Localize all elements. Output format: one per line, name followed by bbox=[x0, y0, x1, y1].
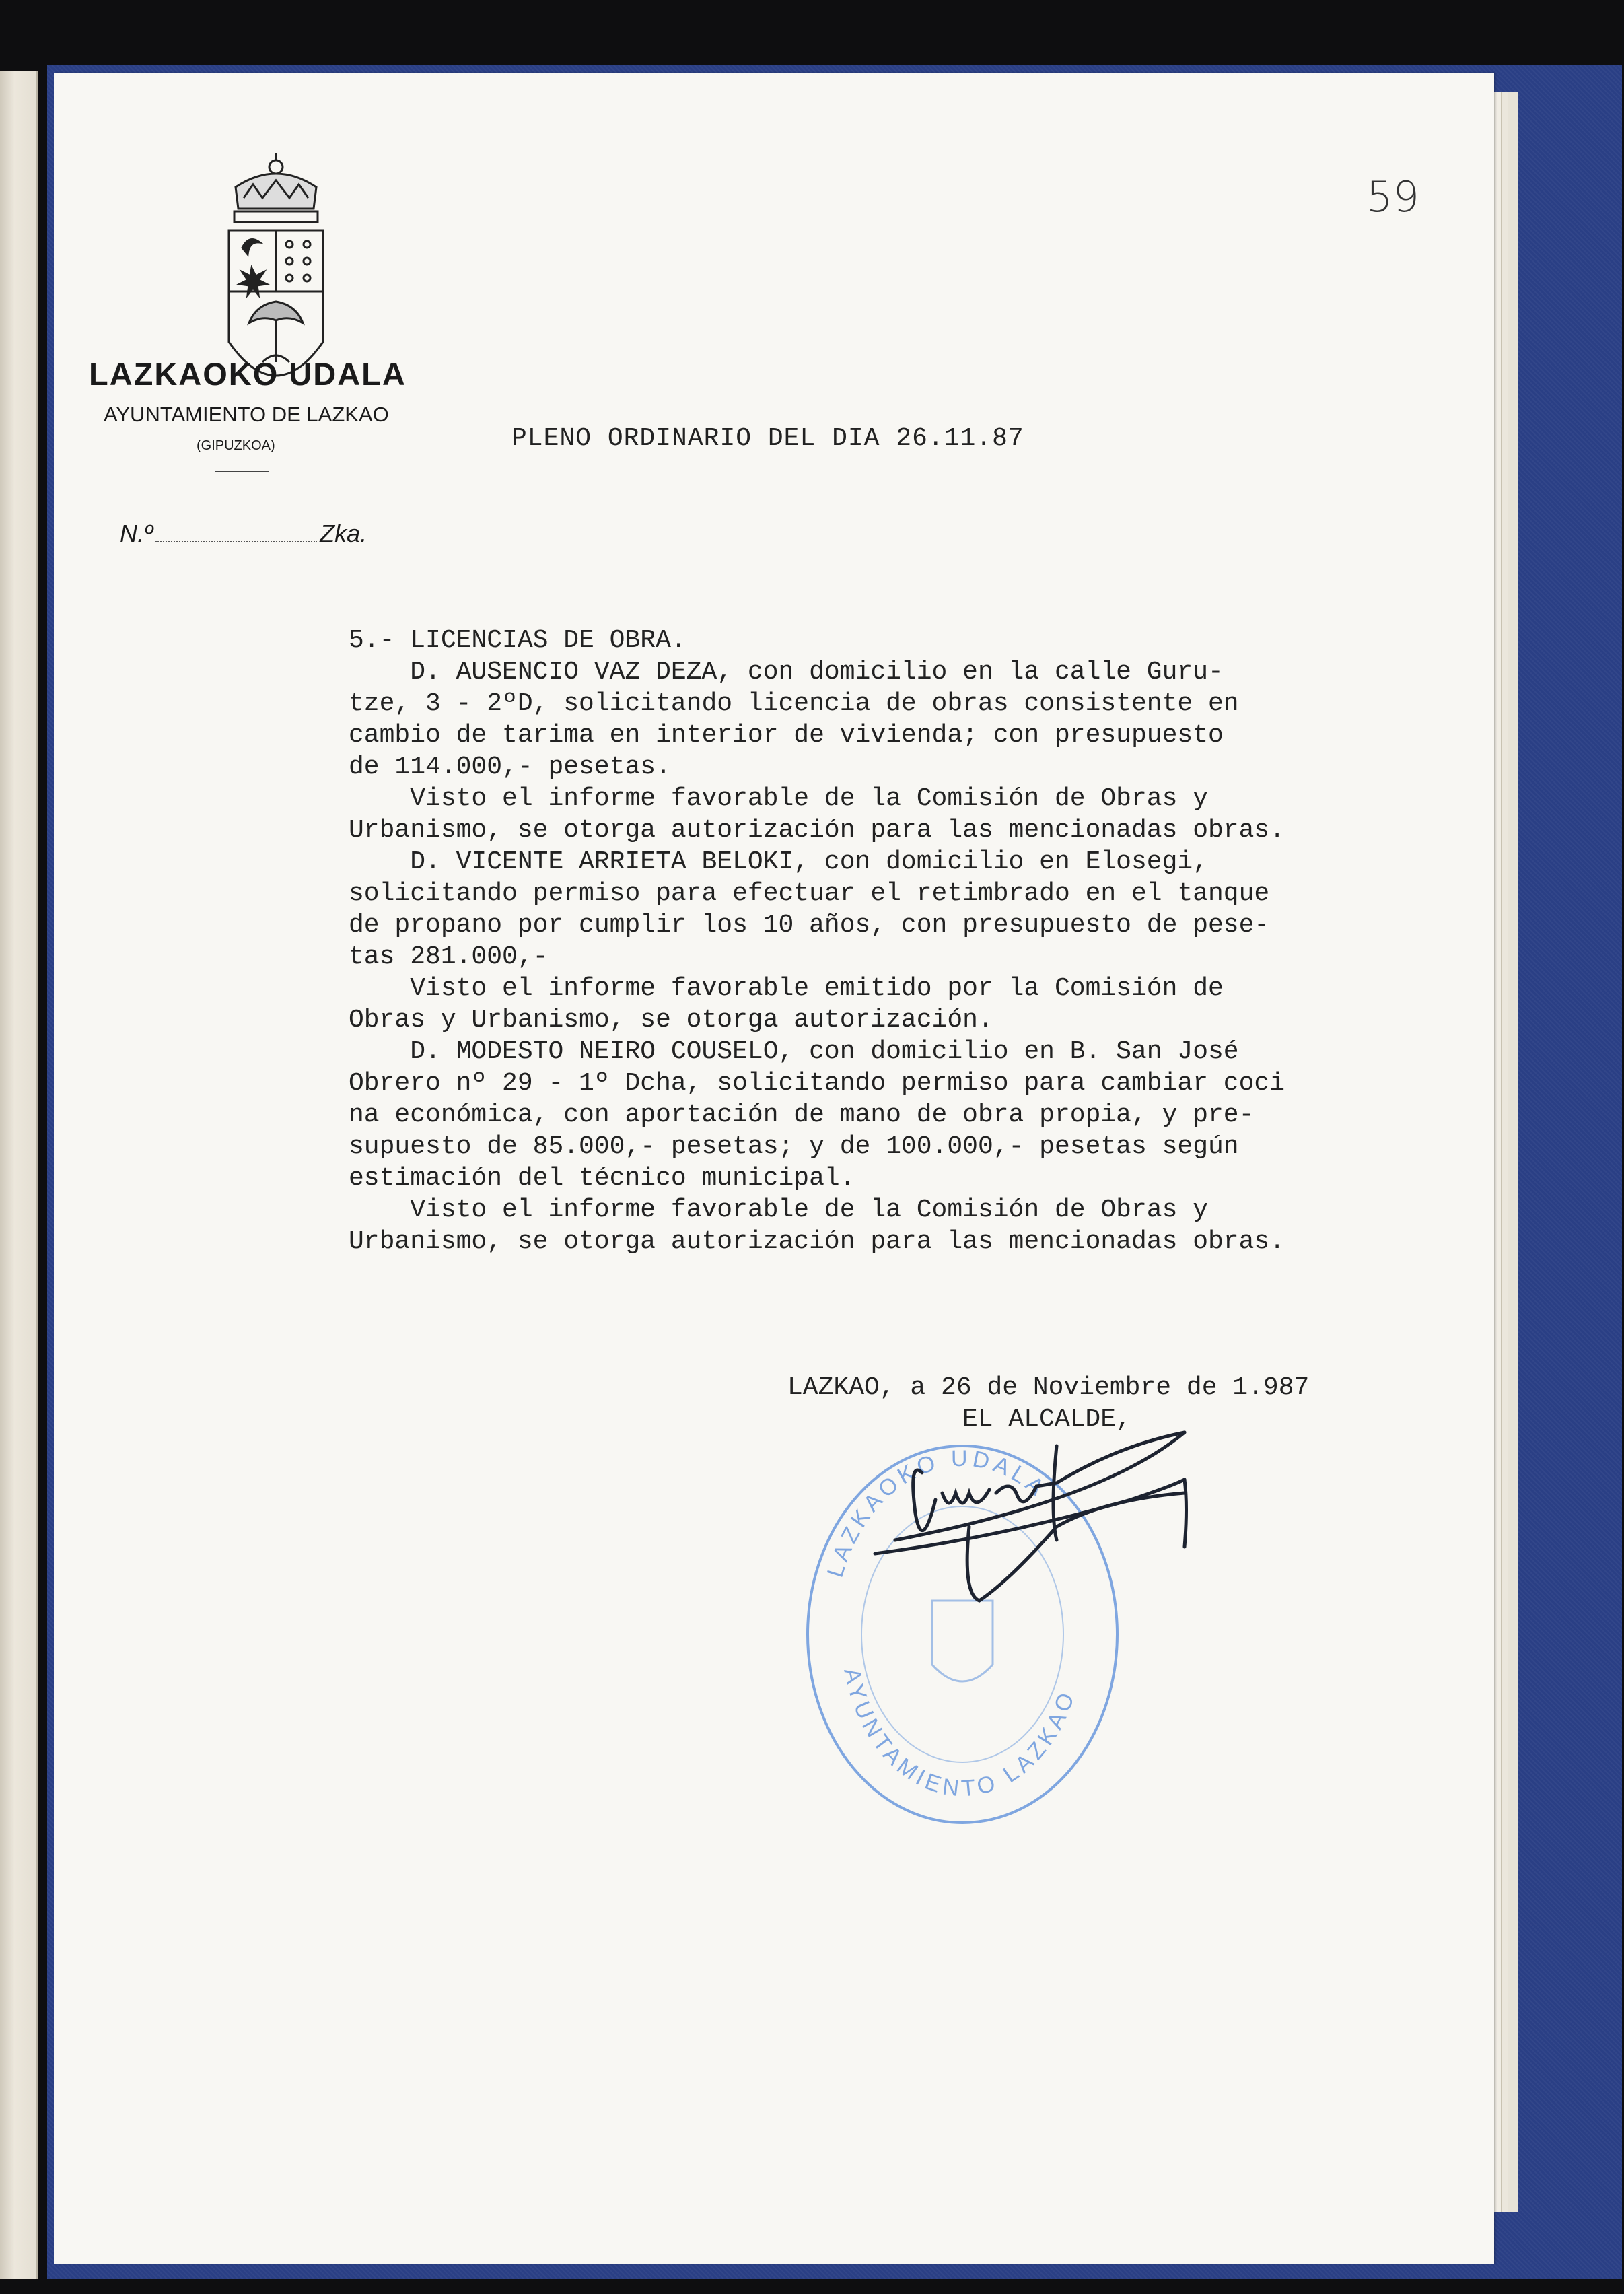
body-line: solicitando permiso para efectuar el retimbrado en el tanque bbox=[349, 879, 1270, 908]
body-line: tas 281.000,- bbox=[349, 942, 549, 971]
body-line: estimación del técnico municipal. bbox=[349, 1164, 855, 1193]
body-line: na económica, con aportación de mano de obra propia, y pre- bbox=[349, 1101, 1255, 1129]
page-number: 59 bbox=[1366, 172, 1419, 221]
number-prefix: N.º bbox=[120, 520, 153, 547]
body-line: Obras y Urbanismo, se otorga autorización. bbox=[349, 1006, 993, 1035]
reference-number-line bbox=[120, 520, 367, 548]
organization-subtitle: AYUNTAMIENTO DE LAZKAO bbox=[104, 403, 389, 426]
number-blank bbox=[155, 541, 317, 542]
body-line: Obrero nº 29 - 1º Dcha, solicitando permiso para cambiar coci bbox=[349, 1069, 1285, 1098]
body-line: Visto el informe favorable de la Comisión de Obras y bbox=[349, 784, 1209, 813]
body-line: Visto el informe favorable emitido por la Comisión de bbox=[349, 974, 1224, 1003]
body-line: D. AUSENCIO VAZ DEZA, con domicilio en la calle Guru- bbox=[349, 658, 1224, 687]
body-line: Visto el informe favorable de la Comisión de Obras y bbox=[349, 1195, 1209, 1224]
place-date: LAZKAO, a 26 de Noviembre de 1.987 bbox=[787, 1373, 1310, 1402]
document-title: PLENO ORDINARIO DEL DIA 26.11.87 bbox=[511, 424, 1024, 453]
header-divider bbox=[215, 471, 269, 472]
organization-province: (GIPUZKOA) bbox=[197, 438, 275, 453]
body-line: de 114.000,- pesetas. bbox=[349, 753, 671, 781]
stamp-top-text: LAZKAOKO UDALA bbox=[822, 1445, 1052, 1580]
body-line: Urbanismo, se otorga autorización para las mencionadas obras. bbox=[349, 816, 1285, 845]
organization-name: LAZKAOKO UDALA bbox=[89, 356, 407, 392]
left-page-edge bbox=[0, 71, 38, 2279]
signature-icon bbox=[835, 1419, 1306, 1715]
body-line: cambio de tarima en interior de vivienda; con presupuesto bbox=[349, 721, 1224, 750]
signatory-title: EL ALCALDE, bbox=[962, 1405, 1131, 1434]
number-suffix: Zka. bbox=[320, 520, 367, 547]
document-body bbox=[349, 625, 1533, 1257]
body-line: 5.- LICENCIAS DE OBRA. bbox=[349, 626, 686, 655]
body-line: D. VICENTE ARRIETA BELOKI, con domicilio en Elosegi, bbox=[349, 847, 1209, 876]
document-page bbox=[54, 73, 1494, 2264]
body-line: D. MODESTO NEIRO COUSELO, con domicilio en B. San José bbox=[349, 1037, 1239, 1066]
stamp-bottom-text: AYUNTAMIENTO LAZKAO bbox=[839, 1665, 1081, 1802]
body-line: Urbanismo, se otorga autorización para las mencionadas obras. bbox=[349, 1227, 1285, 1256]
body-line: de propano por cumplir los 10 años, con presupuesto de pese- bbox=[349, 911, 1270, 940]
body-line: supuesto de 85.000,- pesetas; y de 100.000,- pesetas según bbox=[349, 1132, 1239, 1161]
body-line: tze, 3 - 2ºD, solicitando licencia de obras consistente en bbox=[349, 689, 1239, 718]
